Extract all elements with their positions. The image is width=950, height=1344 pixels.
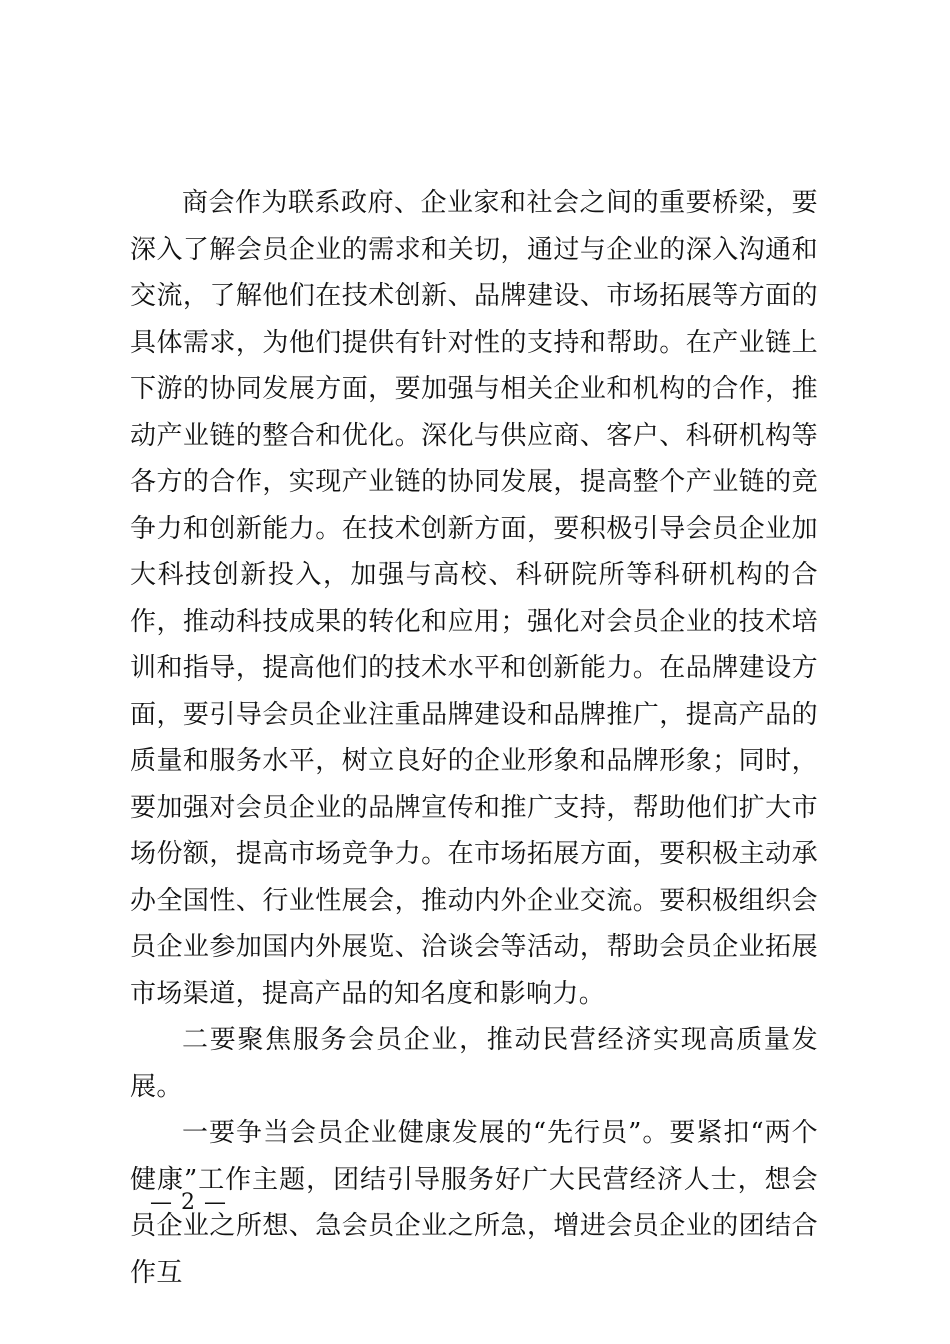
- body-text: [130, 180, 818, 1296]
- page-number: — 2 —: [150, 1190, 227, 1215]
- paragraph-1: 商会作为联系政府、企业家和社会之间的重要桥梁，要深入了解会员企业的需求和关切，通过与企业的深入沟通和交流，了解他们在技术创新、品牌建设、市场拓展等方面的具体需求，为他们提供有针对性的支持和帮助。在产业链上下游的协同发展方面，要加强与相关企业和机构的合作，推动产业链的整合和优化。深化与供应商、客户、科研机构等各方的合作，实现产业链的协同发展，提高整个产业链的竞争力和创新能力。在技术创新方面，要积极引导会员企业加大科技创新投入，加强与高校、科研院所等科研机构的合作，推动科技成果的转化和应用；强化对会员企业的技术培训和指导，提高他们的技术水平和创新能力。在品牌建设方面，要引导会员企业注重品牌建设和品牌推广，提高产品的质量和服务水平，树立良好的企业形象和品牌形象；同时，要加强对会员企业的品牌宣传和推广支持，帮助他们扩大市场份额，提高市场竞争力。在市场拓展方面，要积极主动承办全国性、行业性展会，推动内外企业交流。要积极组织会员企业参加国内外展览、洽谈会等活动，帮助会员企业拓展市场渠道，提高产品的知名度和影响力。: [130, 188, 818, 1009]
- paragraph-3: 一要争当会员企业健康发展的“先行员”。要紧扣“两个健康”工作主题，团结引导服务好广大民营经济人士，想会员企业之所想、急会员企业之所急，增进会员企业的团结合作互: [130, 1118, 818, 1288]
- paragraph-2: 二要聚焦服务会员企业，推动民营经济实现高质量发展。: [130, 1025, 818, 1102]
